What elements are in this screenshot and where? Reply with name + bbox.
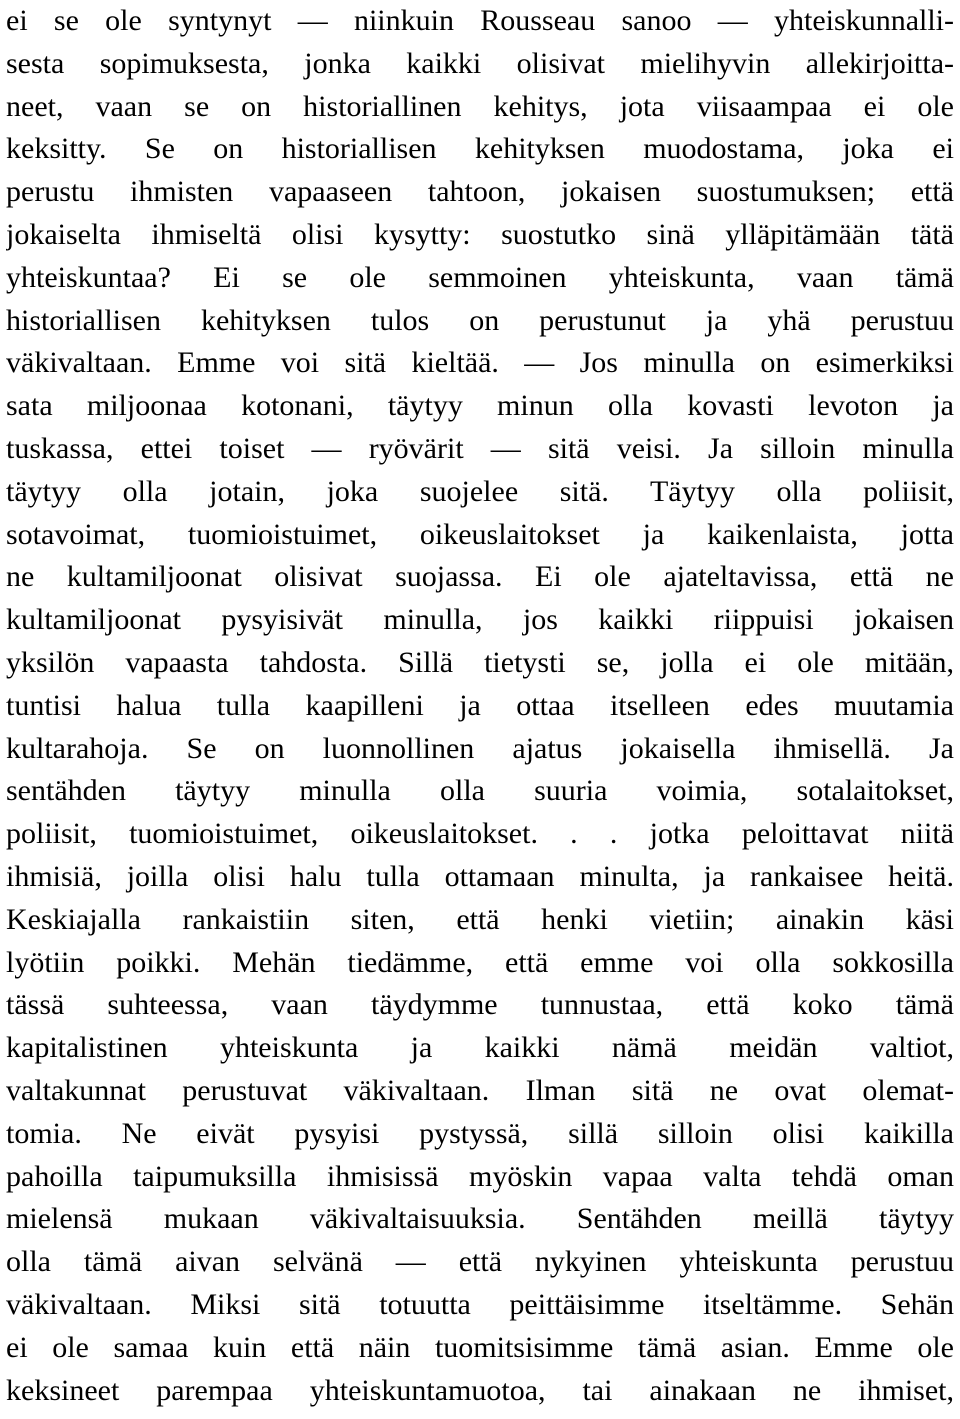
body-text [6, 0, 954, 1412]
text-line: olla tämä aivan selvänä — että nykyinen yhteiskunta perustuu [6, 1245, 954, 1279]
text-line: keksineet parempaa yhteiskuntamuotoa, tai ainakaan ne ihmiset, [6, 1373, 954, 1407]
text-line: väkivaltaan. Miksi sitä totuutta peittäisimme itseltämme. Sehän [6, 1287, 954, 1321]
text-line: yksilön vapaasta tahdosta. Sillä tietysti se, jolla ei ole mitään, [6, 645, 954, 679]
text-line: lyötiin poikki. Mehän tiedämme, että emme voi olla sokkosilla [6, 945, 954, 979]
text-line: tomia. Ne eivät pysyisi pystyssä, sillä silloin olisi kaikilla [6, 1116, 954, 1150]
text-line: Keskiajalla rankaistiin siten, että henki vietiin; ainakin käsi [6, 902, 954, 936]
text-line: ne kultamiljoonat olisivat suojassa. Ei ole ajateltavissa, että ne [6, 560, 954, 594]
text-line: täytyy olla jotain, joka suojelee sitä. Täytyy olla poliisit, [6, 474, 954, 508]
text-line: historiallisen kehityksen tulos on perustunut ja yhä perustuu [6, 303, 954, 337]
text-line: kultarahoja. Se on luonnollinen ajatus jokaisella ihmisellä. Ja [6, 731, 954, 765]
text-line: ei se ole syntynyt — niinkuin Rousseau sanoo — yhteiskunnalli- [6, 4, 954, 37]
text-line: kapitalistinen yhteiskunta ja kaikki nämä meidän valtiot, [6, 1031, 954, 1065]
text-line: neet, vaan se on historiallinen kehitys, jota viisaampaa ei ole [6, 89, 954, 123]
text-line: kultamiljoonat pysyisivät minulla, jos kaikki riippuisi jokaisen [6, 603, 954, 637]
text-line: ihmisiä, joilla olisi halu tulla ottamaan minulta, ja rankaisee heitä. [6, 859, 954, 893]
text-line: tuntisi halua tulla kaapilleni ja ottaa itselleen edes muutamia [6, 688, 954, 722]
text-line: sentähden täytyy minulla olla suuria voimia, sotalaitokset, [6, 774, 954, 808]
text-line: jokaiselta ihmiseltä olisi kysytty: suostutko sinä ylläpitämään tätä [6, 217, 954, 251]
text-line: valtakunnat perustuvat väkivaltaan. Ilman sitä ne ovat olemat- [6, 1073, 954, 1107]
text-line: keksitty. Se on historiallisen kehityksen muodostama, joka ei [6, 132, 954, 166]
text-line: poliisit, tuomioistuimet, oikeuslaitokset. . . jotka peloittavat niitä [6, 817, 954, 851]
text-line: mielensä mukaan väkivaltaisuuksia. Sentähden meillä täytyy [6, 1202, 954, 1236]
text-line: tuskassa, ettei toiset — ryövärit — sitä veisi. Ja silloin minulla [6, 431, 954, 465]
text-line: sotavoimat, tuomioistuimet, oikeuslaitokset ja kaikenlaista, jotta [6, 517, 954, 551]
text-line: yhteiskuntaa? Ei se ole semmoinen yhteiskunta, vaan tämä [6, 260, 954, 294]
text-line: sesta sopimuksesta, jonka kaikki olisivat mielihyvin allekirjoitta- [6, 46, 954, 80]
text-line: tässä suhteessa, vaan täydymme tunnustaa, että koko tämä [6, 988, 954, 1022]
text-line: ei ole samaa kuin että näin tuomitsisimme tämä asian. Emme ole [6, 1330, 954, 1364]
text-line: sata miljoonaa kotonani, täytyy minun olla kovasti levoton ja [6, 389, 954, 423]
text-line: väkivaltaan. Emme voi sitä kieltää. — Jos minulla on esimerkiksi [6, 346, 954, 380]
text-line: pahoilla taipumuksilla ihmisissä myöskin vapaa valta tehdä oman [6, 1159, 954, 1193]
text-line: perustu ihmisten vapaaseen tahtoon, jokaisen suostumuksen; että [6, 175, 954, 209]
